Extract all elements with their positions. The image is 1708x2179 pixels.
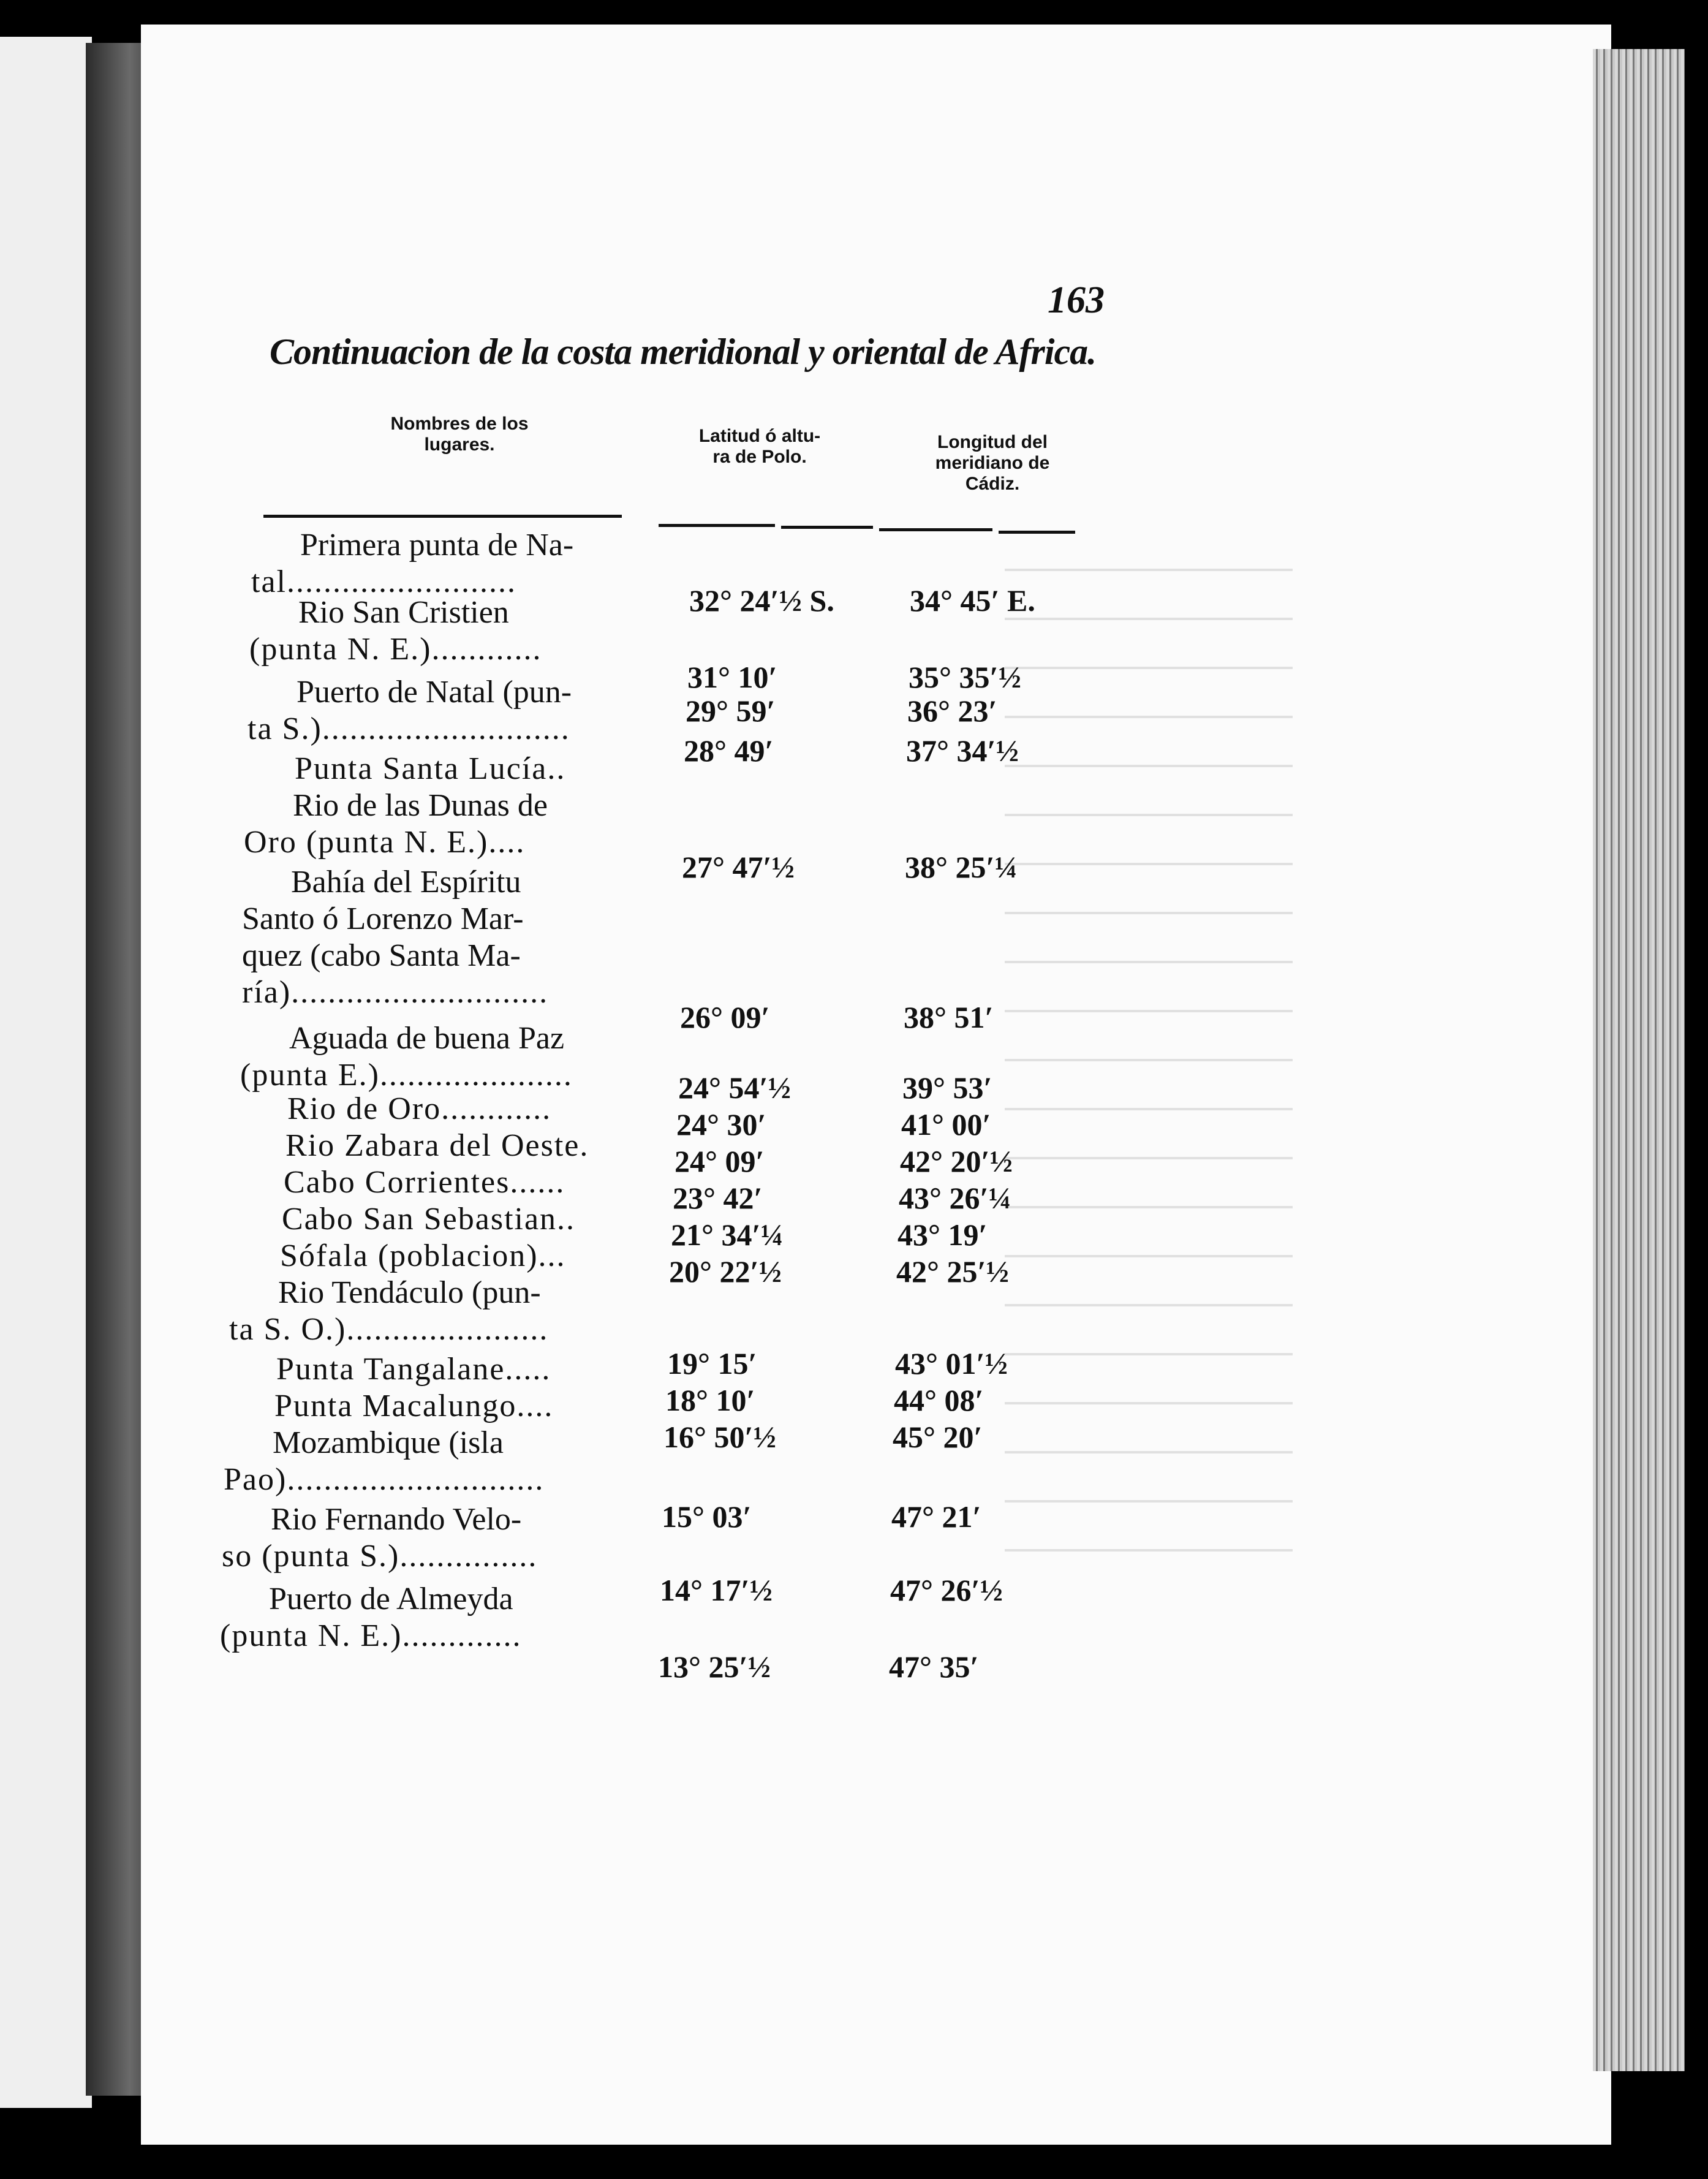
longitude-value: 43° 01′½: [895, 1346, 1008, 1381]
latitude-value: 18° 10′: [665, 1383, 755, 1417]
longitude-value: 37° 34′½: [906, 733, 1019, 768]
latitude-value: 24° 54′½: [678, 1071, 792, 1105]
column-header-line: Cádiz.: [965, 474, 1020, 494]
place-name-line: Punta Santa Lucía..: [295, 751, 566, 786]
longitude-value: 38° 51′: [904, 1000, 994, 1034]
longitude-value: 43° 26′¼: [899, 1181, 1012, 1215]
column-header-line: lugares.: [424, 434, 495, 455]
column-header-line: Longitud del: [937, 432, 1048, 452]
place-name-line: Rio Tendáculo (pun-: [278, 1275, 541, 1310]
longitude-value: 45° 20′: [893, 1420, 983, 1454]
latitude-value: 27° 47′½: [682, 850, 795, 884]
place-name-line: ría)............................: [242, 975, 549, 1010]
column-header-line: Latitud ó altu-: [698, 426, 821, 446]
place-name-line: Cabo San Sebastian..: [282, 1202, 576, 1237]
place-name-line: Rio de Oro............: [287, 1091, 552, 1126]
place-name-line: Mozambique (isla: [273, 1425, 504, 1460]
place-name-line: Rio Zabara del Oeste.: [285, 1128, 589, 1163]
column-header-line: ra de Polo.: [712, 447, 807, 467]
longitude-value: 41° 00′: [901, 1107, 991, 1142]
place-name-line: Rio Fernando Velo-: [271, 1502, 522, 1537]
place-name-line: Cabo Corrientes......: [284, 1165, 565, 1200]
latitude-value: 19° 15′: [667, 1346, 757, 1381]
longitude-value: 42° 20′½: [900, 1144, 1013, 1178]
latitude-value: 23° 42′: [673, 1181, 763, 1215]
place-name-line: Punta Tangalane.....: [276, 1352, 551, 1387]
latitude-value: 26° 09′: [680, 1000, 770, 1034]
place-name-line: Oro (punta N. E.)....: [244, 825, 526, 860]
place-name-line: so (punta S.)...............: [222, 1539, 538, 1574]
latitude-value: 28° 49′: [684, 733, 774, 768]
latitude-value: 20° 22′½: [669, 1254, 782, 1289]
place-name-line: Bahía del Espíritu: [291, 865, 521, 900]
place-name-line: Punta Macalungo....: [274, 1389, 554, 1423]
column-header-line: meridiano de: [935, 453, 1050, 473]
place-name-line: (punta N. E.).............: [220, 1618, 522, 1653]
longitude-value: 39° 53′: [902, 1071, 992, 1105]
longitude-value: 47° 35′: [889, 1650, 979, 1684]
place-name-line: Rio de las Dunas de: [293, 788, 548, 823]
longitude-value: 47° 21′: [891, 1499, 981, 1534]
longitude-value: 36° 23′: [907, 694, 997, 728]
longitude-value: 35° 35′½: [909, 660, 1022, 694]
latitude-value: 32° 24′½ S.: [689, 583, 834, 618]
latitude-value: 15° 03′: [662, 1499, 752, 1534]
place-name-line: Primera punta de Na-: [300, 528, 574, 563]
place-name-line: ta S. O.)......................: [229, 1312, 549, 1347]
latitude-value: 31° 10′: [687, 660, 777, 694]
place-name-line: Puerto de Natal (pun-: [297, 675, 572, 710]
place-name-line: Sófala (poblacion)...: [280, 1238, 566, 1273]
place-name-line: Aguada de buena Paz: [289, 1021, 565, 1056]
latitude-value: 16° 50′½: [663, 1420, 777, 1454]
latitude-value: 14° 17′½: [660, 1573, 773, 1607]
place-name-line: (punta N. E.)............: [249, 632, 542, 667]
latitude-value: 24° 09′: [675, 1144, 765, 1178]
place-name-line: quez (cabo Santa Ma-: [242, 938, 521, 973]
place-name-line: Rio San Cristien: [298, 595, 509, 630]
longitude-value: 42° 25′½: [896, 1254, 1010, 1289]
longitude-value: 43° 19′: [897, 1218, 988, 1252]
latitude-value: 21° 34′¼: [671, 1218, 784, 1252]
longitude-value: 38° 25′¼: [905, 850, 1018, 884]
longitude-value: 47° 26′½: [890, 1573, 1003, 1607]
latitude-value: 24° 30′: [676, 1107, 766, 1142]
place-name-line: Puerto de Almeyda: [269, 1582, 513, 1616]
place-name-line: (punta E.).....................: [240, 1058, 573, 1093]
place-name-line: tal.........................: [251, 564, 516, 599]
page-title: Continuacion de la costa meridional y oriental de Africa.: [270, 332, 1097, 372]
longitude-value: 44° 08′: [894, 1383, 984, 1417]
place-name-line: ta S.)...........................: [248, 711, 570, 746]
longitude-value: 34° 45′ E.: [910, 583, 1035, 618]
place-name-line: Santo ó Lorenzo Mar-: [242, 901, 524, 936]
latitude-value: 29° 59′: [686, 694, 776, 728]
place-name-line: Pao)............................: [224, 1462, 545, 1497]
page-number: 163: [1048, 279, 1105, 321]
latitude-value: 13° 25′½: [658, 1650, 771, 1684]
column-header-line: Nombres de los: [390, 414, 529, 434]
